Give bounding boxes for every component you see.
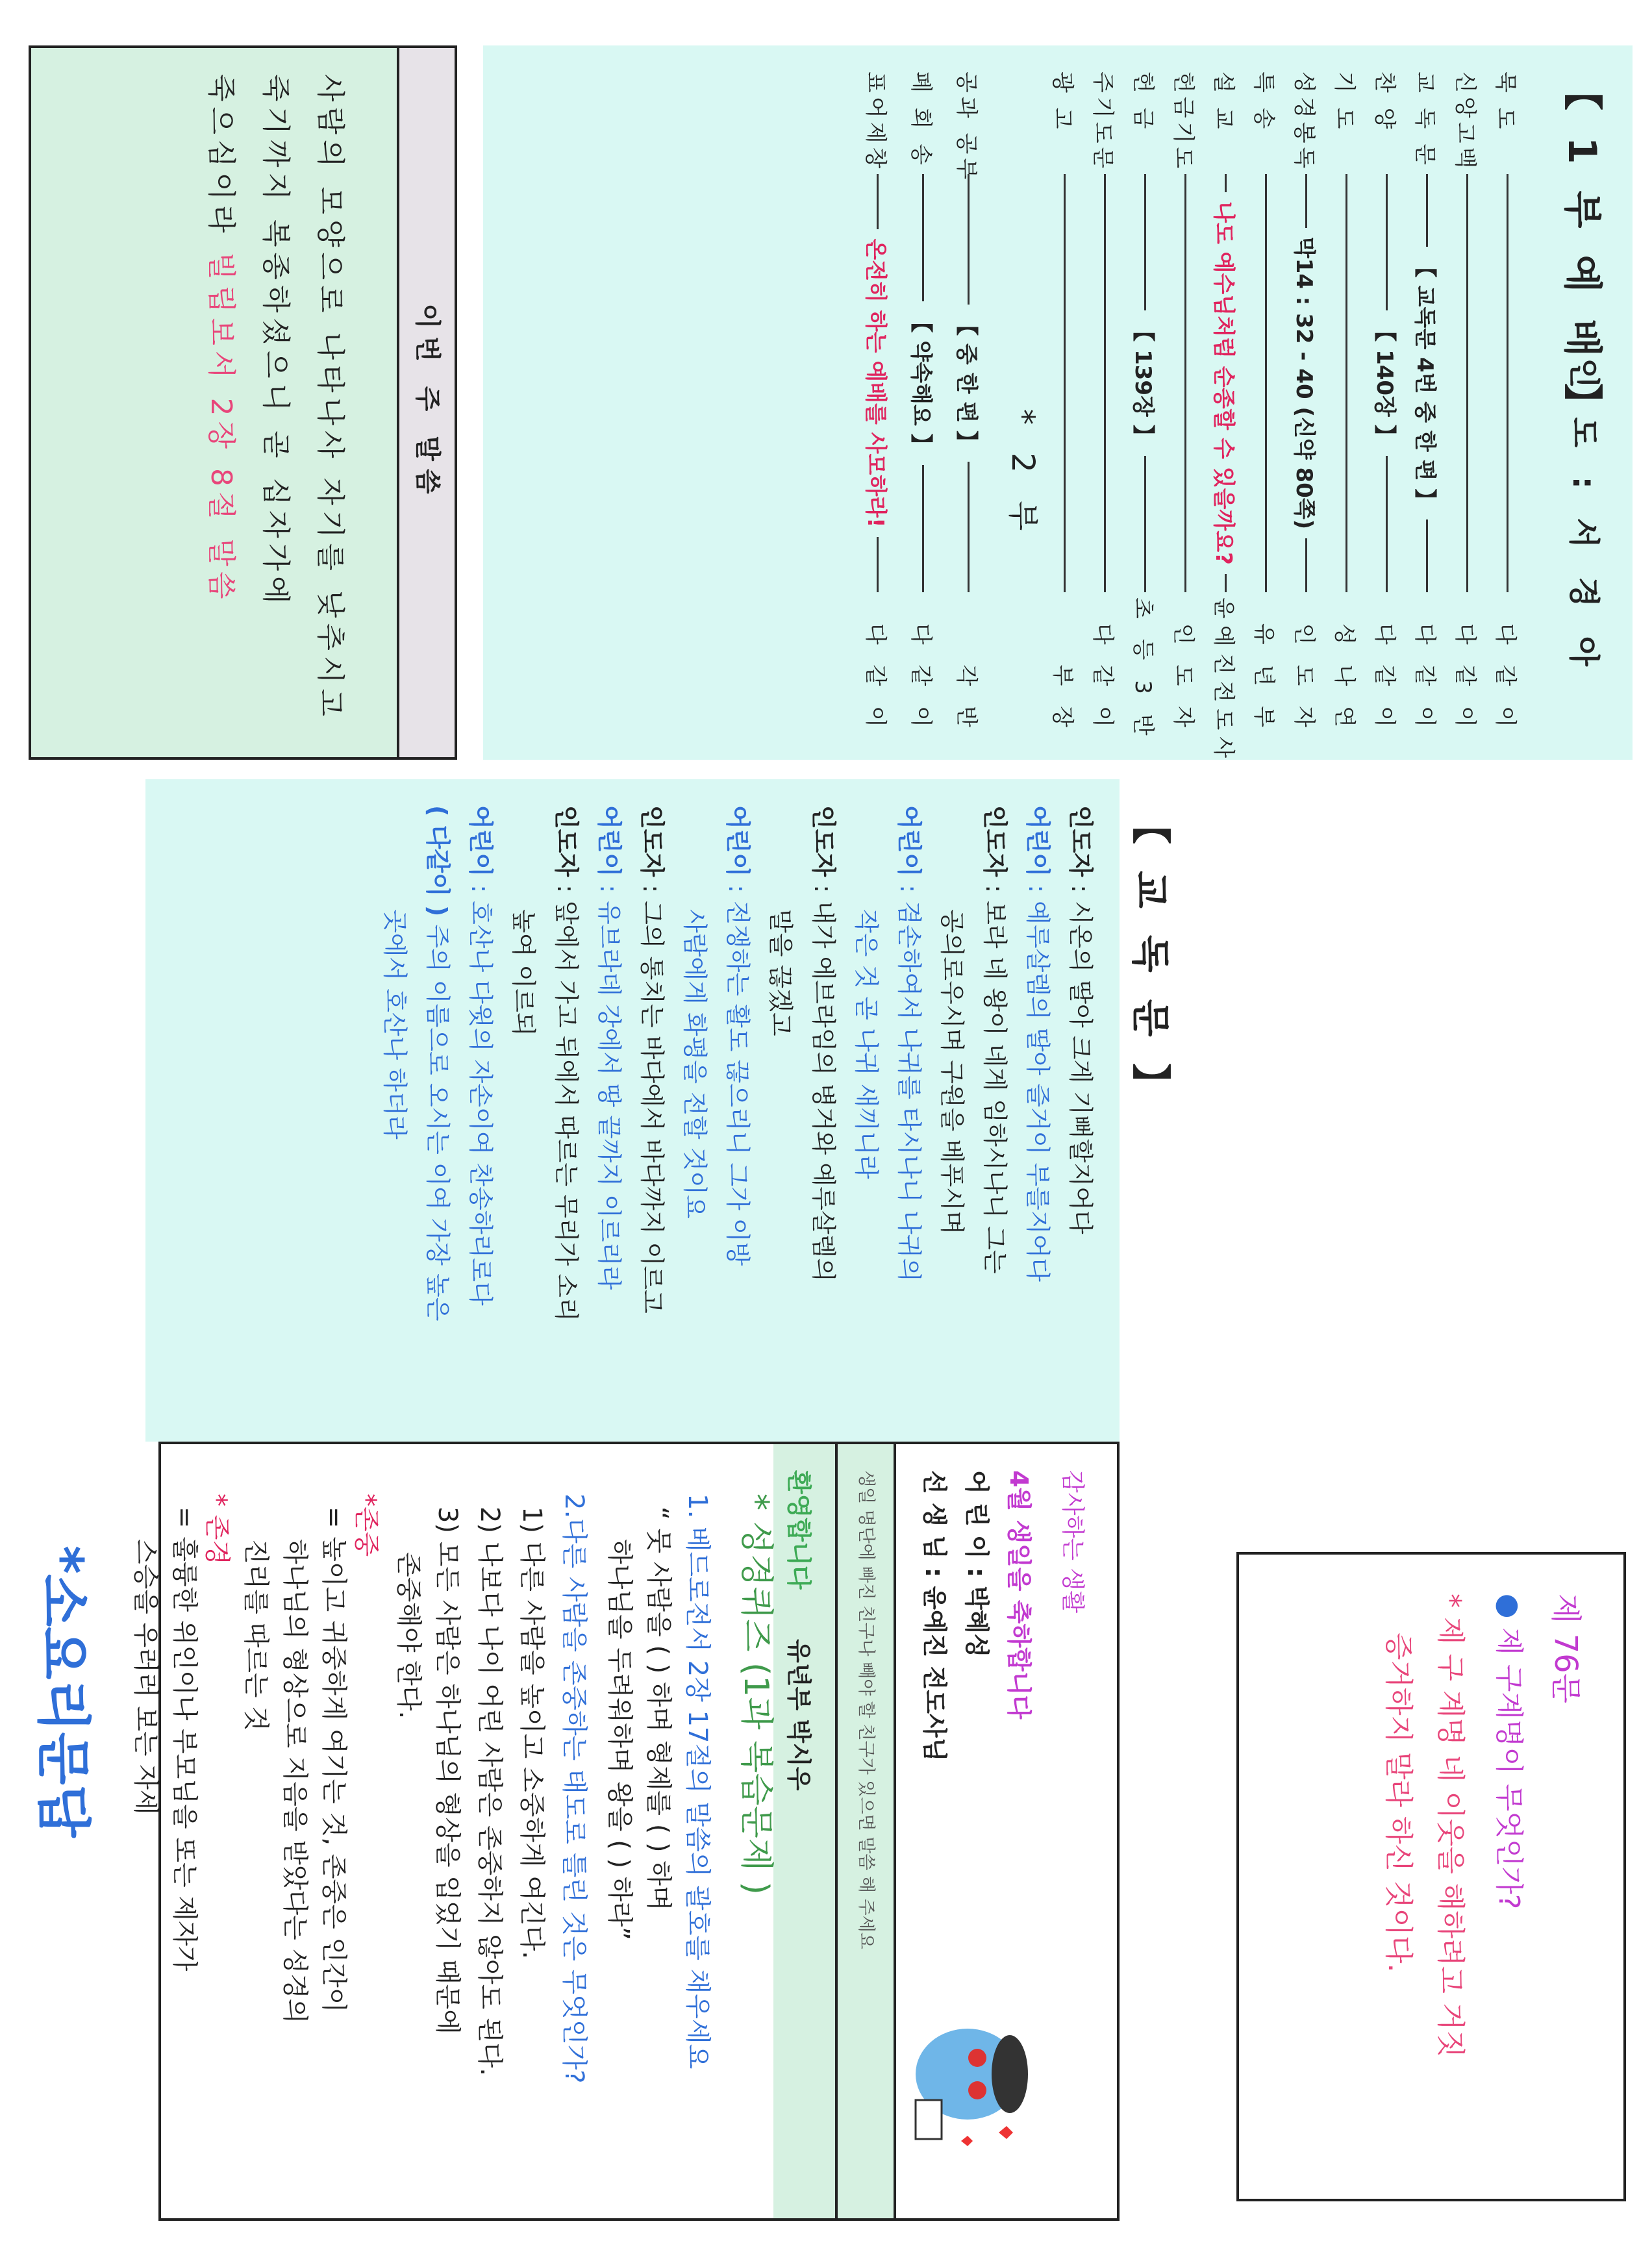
responsive-text: : 내가 에브라임의 병거와 예루살렘의 — [809, 884, 838, 1282]
responsive-speaker: 어린이 — [466, 805, 495, 877]
word-respect: *존중 — [351, 1494, 381, 1557]
responsive-text: 높여 이르되 — [509, 909, 538, 1036]
order-label: 폐 회 송 — [908, 71, 934, 169]
responsive-text: 주의 이름으로 오시는 이여 가장 높은 — [423, 924, 452, 1321]
order-label: 교 독 문 — [1412, 71, 1438, 169]
welcome-name: 유년부 박시우 — [784, 1639, 813, 1791]
worship-leader: 인 도 : 서 경 아 — [1566, 358, 1602, 675]
quiz-option-3b: 존중해야 한다. — [394, 1552, 423, 1720]
quiz-q1: 1. 베드로전서 2장 17절의 말씀의 괄호를 채우세요 — [682, 1494, 712, 2070]
responsive-speaker: 어린이 — [595, 805, 623, 877]
order-content: 온전히 하는 예배를 사모하라! — [862, 238, 889, 528]
order-label: 주기도문 — [1090, 71, 1116, 173]
weekly-verse-heading: 이번 주 말씀 — [397, 48, 455, 757]
responsive-speaker: 어린이 — [723, 805, 752, 877]
order-label: 특 송 — [1251, 71, 1277, 133]
birthday-kids: 어 린 이 : 박혜성 — [962, 1470, 991, 1658]
responsive-speaker: 인도자 — [809, 805, 838, 877]
responsive-text: : 전쟁하는 활도 끊으리니 그가 이방 — [723, 884, 752, 1266]
catechism-title: *소요리문답 — [31, 1545, 95, 1838]
responsive-text: 작은 것 곧 나귀 새끼니라 — [852, 909, 881, 1179]
responsive-text: 공의로우시며 구원을 베푸시며 — [938, 909, 966, 1235]
word-honor: * 존경 — [202, 1494, 232, 1565]
responsive-speaker: 인도자 — [552, 805, 581, 877]
order-label: 설 교 — [1210, 71, 1237, 133]
quiz-q1-line1: “ 뭇 사람을 ( ) 하며 형제를 ( ) 하며 — [644, 1507, 673, 1911]
order-person: 각 반 — [953, 664, 980, 734]
birthday-teacher: 선 생 님 : 윤예진 전도사님 — [920, 1470, 949, 1762]
quiz-q1-line2: 하나님을 두려워하며 왕을 ( ) 하라” — [605, 1539, 634, 1940]
quiz-title: * 성경퀴즈 (1과 복습문제 ) — [736, 1494, 775, 1895]
catechism-number: 제 76문 — [1547, 1594, 1584, 1704]
order-content: 【 약속해요 】 — [908, 310, 934, 456]
order-label: 묵 도 — [1492, 71, 1519, 133]
order-label: 찬 양 — [1371, 71, 1398, 133]
quiz-q2: 2.다른 사람을 존중하는 태도로 틀린 것은 무엇인가? — [559, 1494, 589, 2084]
word-respect-def1: = 높이고 귀중하게 여기는 것, 존중은 인간이 — [319, 1507, 349, 2013]
responsive-text: : 앞에서 가고 뒤에서 따르는 무리가 소리 — [552, 884, 581, 1321]
order-person: 초 등 3 반 — [1130, 597, 1157, 742]
quiz-option-1: 1) 다른 사람을 높이고 소중하게 여긴다. — [517, 1507, 547, 1959]
responsive-title: 【 교 독 문 】 — [1127, 805, 1173, 1109]
order-person: 다 같 이 — [1371, 623, 1398, 734]
order-person: 다 같 이 — [908, 623, 934, 734]
responsive-speaker: 인도자 — [1066, 805, 1095, 877]
responsive-text: : 겸손하여서 나귀를 타시나니 나귀의 — [895, 884, 923, 1282]
responsive-text: : 호산나 다윗의 자손이여 찬송하리로다 — [466, 884, 495, 1306]
order-content: 나도 예수님처럼 순종할 수 있을까요? — [1210, 201, 1237, 565]
order-person: 다 같 이 — [1412, 623, 1438, 734]
catechism-box — [1236, 1552, 1626, 2201]
responsive-text: : 보라 네 왕이 네게 임하시나니 그는 — [981, 884, 1009, 1274]
responsive-speaker: 어린이 — [895, 805, 923, 877]
responsive-text: : 그의 통치는 바다에서 바다까지 이르고 — [638, 884, 666, 1314]
order-person: 성 나 연 — [1331, 623, 1358, 734]
order-person: 부 장 — [1049, 664, 1076, 734]
order-label: 헌금기도 — [1170, 71, 1197, 173]
catechism-answer-1: * 제 구 계명 네 이웃을 해하려고 거짓 — [1434, 1594, 1467, 2058]
order-label: 광 고 — [1049, 71, 1076, 133]
order-label: 성경봉독 — [1291, 71, 1318, 173]
responsive-speaker: 어린이 — [1023, 805, 1052, 877]
order-content: 【 139장 】 — [1130, 319, 1157, 447]
responsive-text: 사람에게 화평을 전할 것이요 — [681, 909, 709, 1219]
birthday-title: 4월 생일을 축하합니다 — [1005, 1470, 1033, 1720]
worship-title: 【 1 부 예 배 】 — [1559, 71, 1605, 429]
order-person: 다 같 이 — [1492, 623, 1519, 734]
order-person: 윤예진전도사 — [1210, 597, 1237, 765]
responsive-speaker: 인도자 — [638, 805, 666, 877]
word-honor-def1: = 훌륭한 위인이나 부모님을 또는 제자가 — [169, 1507, 199, 1971]
catechism-answer-2: 증거하지 말라 하신 것이다. — [1382, 1633, 1415, 1973]
bullet-icon: ● — [1492, 1594, 1525, 1619]
welcome-label: 환영합니다 — [784, 1470, 813, 1590]
order-person: 다 같 이 — [862, 623, 889, 734]
order-label: 신앙고백 — [1452, 71, 1479, 173]
order-label: 헌 금 — [1130, 71, 1157, 133]
verse-line: 죽으심이라 빌립보서 2장 8절 말씀 — [205, 74, 238, 605]
catechism-question: ● 제 구계명이 무엇인가? — [1492, 1594, 1525, 1910]
order-person: 다 같 이 — [1090, 623, 1116, 734]
word-respect-def2: 하나님의 형상으로 지음을 받았다는 성경의 — [280, 1539, 310, 2024]
word-respect-def3: 진리를 따르는 것 — [241, 1539, 271, 1731]
thanks-heading: 감사하는 생활 — [1059, 1470, 1086, 1614]
order-label: 공과 공부 — [953, 71, 980, 184]
birthday-note: 생일 명단에 빠진 친구나 빼야 할 친구가 있으면 말씀 해 주세요 — [856, 1470, 876, 1949]
order-content: 막14 : 32 - 40 (신약 80쪽) — [1291, 236, 1318, 530]
part2-heading: * 2 부 — [1005, 409, 1041, 540]
responsive-text: 곳에서 호산나 하더라 — [381, 909, 409, 1140]
verse-line: 사람의 모양으로 나타나사 자기를 낮추시고 — [314, 74, 347, 722]
responsive-text: : 예루살렘의 딸아 즐거이 부를지어다 — [1023, 884, 1052, 1282]
order-person: 인 도 자 — [1291, 623, 1318, 734]
responsive-text: 말을 끊겠고 — [766, 909, 795, 1036]
verse-reference: 빌립보서 2장 8절 말씀 — [205, 252, 238, 605]
order-person: 다 같 이 — [1452, 623, 1479, 734]
responsive-text: : 시온의 딸아 크게 기뻐할지어다 — [1066, 884, 1095, 1234]
order-label: 표어제창 — [862, 71, 889, 173]
verse-line: 죽기까지 복종하셨으니 곧 십자가에 — [259, 74, 292, 609]
quiz-option-3: 3) 모든 사람은 하나님의 형상을 입었기 때문에 — [432, 1507, 462, 2034]
responsive-speaker: ( 다같이 ) — [423, 805, 452, 917]
order-content: 【 140장 】 — [1371, 319, 1398, 447]
order-label: 기 도 — [1331, 71, 1358, 133]
order-content: 【 중 한 편 】 — [953, 314, 980, 453]
quiz-option-2: 2) 나보다 나이 어린 사람은 존중하지 않아도 된다. — [475, 1507, 505, 2076]
order-person: 인 도 자 — [1170, 623, 1197, 734]
responsive-text: : 유브라데 강에서 땅 끝까지 이르리라 — [595, 884, 623, 1290]
responsive-speaker: 인도자 — [981, 805, 1009, 877]
word-honor-def2: 스승을 우러러 보는 자세 — [131, 1539, 160, 1815]
order-person: 유 년 부 — [1251, 623, 1277, 734]
order-content: 【 교독문 4번 중 한 편 】 — [1412, 255, 1438, 511]
